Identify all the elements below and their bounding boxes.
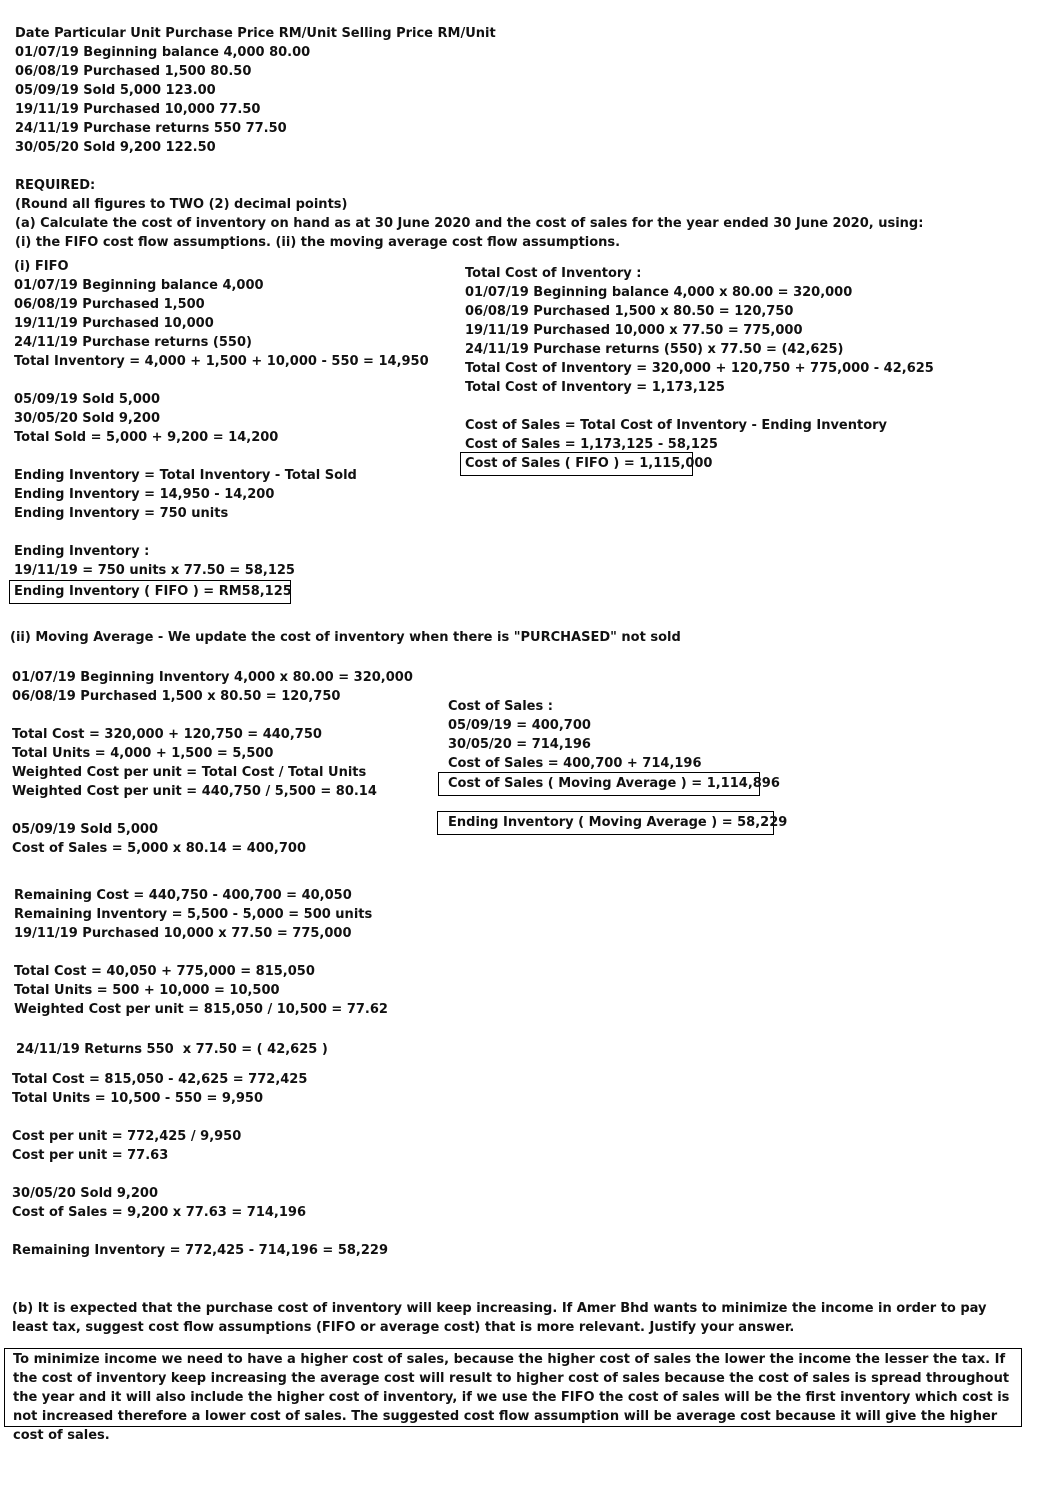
calc-line: Remaining Cost = 440,750 - 400,700 = 40,050 bbox=[14, 888, 352, 903]
transactions-table bbox=[15, 24, 496, 157]
ma-cost-per-unit-group bbox=[12, 1127, 241, 1165]
ma-weighted-cost-2-group bbox=[14, 962, 388, 1019]
calc-line: Cost of Sales = 9,200 x 77.63 = 714,196 bbox=[12, 1205, 306, 1220]
table-row: 01/07/19 Beginning balance 4,000 80.00 bbox=[15, 45, 311, 60]
calc-line: 06/08/19 Purchased 1,500 x 80.50 = 120,750 bbox=[465, 304, 794, 319]
calc-line: Total Units = 500 + 10,000 = 10,500 bbox=[14, 983, 280, 998]
table-row: 30/05/20 Sold 9,200 122.50 bbox=[15, 140, 216, 155]
fifo-sold-group bbox=[14, 390, 278, 447]
calc-line: 05/09/19 Sold 5,000 bbox=[12, 822, 158, 837]
fifo-cost-of-sales-result: Cost of Sales ( FIFO ) = 1,115,000 bbox=[460, 452, 693, 476]
part-b-answer-box: To minimize income we need to have a higher cost of sales, because the higher cost of sales the lower the income the lesser the tax. If the cost of inventory keep increasing the average cost will result to higher cost of sales because the cost of sales is spread throughout the year and it will also include the higher cost of inventory, if we use the FIFO the cost of sales will be the first inventory which cost is not increased therefore a lower cost of sales. The suggested cost flow assumption will be average cost because it will give the higher cost of sales. bbox=[4, 1348, 1022, 1427]
calc-line: 06/08/19 Purchased 1,500 x 80.50 = 120,750 bbox=[12, 689, 341, 704]
calc-line: 01/07/19 Beginning balance 4,000 x 80.00 = 320,000 bbox=[465, 285, 853, 300]
calc-line: Total Sold = 5,000 + 9,200 = 14,200 bbox=[14, 430, 279, 445]
calc-line: Cost of Sales = 5,000 x 80.14 = 400,700 bbox=[12, 841, 306, 856]
calc-line: 19/11/19 Purchased 10,000 x 77.50 = 775,000 bbox=[465, 323, 803, 338]
calc-line: 19/11/19 Purchased 10,000 x 77.50 = 775,000 bbox=[14, 926, 352, 941]
calc-line: Remaining Inventory = 5,500 - 5,000 = 500 units bbox=[14, 907, 373, 922]
ma-remaining-group bbox=[14, 886, 372, 943]
required-section bbox=[15, 176, 923, 252]
required-line: (Round all figures to TWO (2) decimal points) bbox=[15, 197, 348, 212]
moving-average-heading: (ii) Moving Average - We update the cost of inventory when there is "PURCHASED" not sold bbox=[10, 630, 681, 645]
table-header: Date Particular Unit Purchase Price RM/Unit Selling Price RM/Unit bbox=[15, 26, 496, 41]
table-row: 24/11/19 Purchase returns 550 77.50 bbox=[15, 121, 287, 136]
fifo-total-cost-group bbox=[465, 264, 934, 397]
calc-line: Cost per unit = 77.63 bbox=[12, 1148, 169, 1163]
calc-line: 01/07/19 Beginning Inventory 4,000 x 80.00 = 320,000 bbox=[12, 670, 413, 685]
calc-line: 19/11/19 Purchased 10,000 bbox=[14, 316, 214, 331]
calc-line: Ending Inventory = Total Inventory - Total Sold bbox=[14, 468, 357, 483]
fifo-ending-value-group bbox=[14, 542, 295, 580]
calc-line: 01/07/19 Beginning balance 4,000 bbox=[14, 278, 264, 293]
ma-opening-group bbox=[12, 668, 413, 706]
fifo-heading: (i) FIFO bbox=[14, 259, 69, 274]
fifo-units-group bbox=[14, 257, 429, 371]
fifo-ending-units-group bbox=[14, 466, 357, 523]
calc-line: Weighted Cost per unit = Total Cost / Total Units bbox=[12, 765, 367, 780]
required-line: (i) the FIFO cost flow assumptions. (ii) the moving average cost flow assumptions. bbox=[15, 235, 621, 250]
calc-line: Cost of Sales = 400,700 + 714,196 bbox=[448, 756, 702, 771]
calc-line: Total Cost of Inventory = 1,173,125 bbox=[465, 380, 725, 395]
calc-line: Cost of Sales : bbox=[448, 699, 553, 714]
table-row: 06/08/19 Purchased 1,500 80.50 bbox=[15, 64, 252, 79]
calc-line: Ending Inventory = 750 units bbox=[14, 506, 229, 521]
calc-line: 05/09/19 = 400,700 bbox=[448, 718, 591, 733]
ma-ending-inventory-result: Ending Inventory ( Moving Average ) = 58,229 bbox=[437, 811, 774, 835]
ma-returns-line: 24/11/19 Returns 550 x 77.50 = ( 42,625 ) bbox=[16, 1042, 328, 1057]
calc-line: Weighted Cost per unit = 440,750 / 5,500 = 80.14 bbox=[12, 784, 377, 799]
calc-line: Total Inventory = 4,000 + 1,500 + 10,000 - 550 = 14,950 bbox=[14, 354, 429, 369]
fifo-ending-inventory-result: Ending Inventory ( FIFO ) = RM58,125 bbox=[9, 580, 291, 604]
calc-line: 24/11/19 Purchase returns (550) bbox=[14, 335, 252, 350]
ma-sale-1-group bbox=[12, 820, 306, 858]
ma-remaining-inventory-line: Remaining Inventory = 772,425 - 714,196 = 58,229 bbox=[12, 1243, 388, 1258]
table-row: 05/09/19 Sold 5,000 123.00 bbox=[15, 83, 216, 98]
required-line: (a) Calculate the cost of inventory on hand as at 30 June 2020 and the cost of sales for the year ended 30 June 2020, using: bbox=[15, 216, 924, 231]
calc-line: 30/05/20 = 714,196 bbox=[448, 737, 591, 752]
calc-line: Total Cost of Inventory : bbox=[465, 266, 642, 281]
calc-line: Ending Inventory : bbox=[14, 544, 150, 559]
calc-line: Weighted Cost per unit = 815,050 / 10,500 = 77.62 bbox=[14, 1002, 388, 1017]
calc-line: Total Cost = 320,000 + 120,750 = 440,750 bbox=[12, 727, 322, 742]
calc-line: Cost of Sales = 1,173,125 - 58,125 bbox=[465, 437, 718, 452]
calc-line: Cost per unit = 772,425 / 9,950 bbox=[12, 1129, 242, 1144]
ma-cost-of-sales-result: Cost of Sales ( Moving Average ) = 1,114,896 bbox=[438, 772, 760, 796]
calc-line: 19/11/19 = 750 units x 77.50 = 58,125 bbox=[14, 563, 295, 578]
calc-line: Total Cost = 40,050 + 775,000 = 815,050 bbox=[14, 964, 315, 979]
fifo-cost-of-sales-group bbox=[465, 416, 887, 454]
calc-line: 24/11/19 Purchase returns (550) x 77.50 = (42,625) bbox=[465, 342, 844, 357]
ma-weighted-cost-1-group bbox=[12, 725, 377, 801]
calc-line: Total Units = 4,000 + 1,500 = 5,500 bbox=[12, 746, 274, 761]
calc-line: 30/05/20 Sold 9,200 bbox=[12, 1186, 158, 1201]
calc-line: Ending Inventory = 14,950 - 14,200 bbox=[14, 487, 275, 502]
ma-adjusted-totals-group bbox=[12, 1070, 307, 1108]
ma-sale-2-group bbox=[12, 1184, 306, 1222]
required-heading: REQUIRED: bbox=[15, 178, 96, 193]
calc-line: Total Cost of Inventory = 320,000 + 120,750 + 775,000 - 42,625 bbox=[465, 361, 934, 376]
ma-cost-of-sales-group bbox=[448, 697, 702, 773]
part-b-question: (b) It is expected that the purchase cost of inventory will keep increasing. If Amer Bhd wants to minimize the income in order to pay least tax, suggest cost flow assumptions (FIFO or average cost) that is more relevant. Justify your answer. bbox=[12, 1301, 987, 1335]
calc-line: 05/09/19 Sold 5,000 bbox=[14, 392, 160, 407]
calc-line: Cost of Sales = Total Cost of Inventory - Ending Inventory bbox=[465, 418, 888, 433]
calc-line: 06/08/19 Purchased 1,500 bbox=[14, 297, 205, 312]
calc-line: Total Units = 10,500 - 550 = 9,950 bbox=[12, 1091, 264, 1106]
calc-line: 30/05/20 Sold 9,200 bbox=[14, 411, 160, 426]
calc-line: Total Cost = 815,050 - 42,625 = 772,425 bbox=[12, 1072, 308, 1087]
table-row: 19/11/19 Purchased 10,000 77.50 bbox=[15, 102, 261, 117]
